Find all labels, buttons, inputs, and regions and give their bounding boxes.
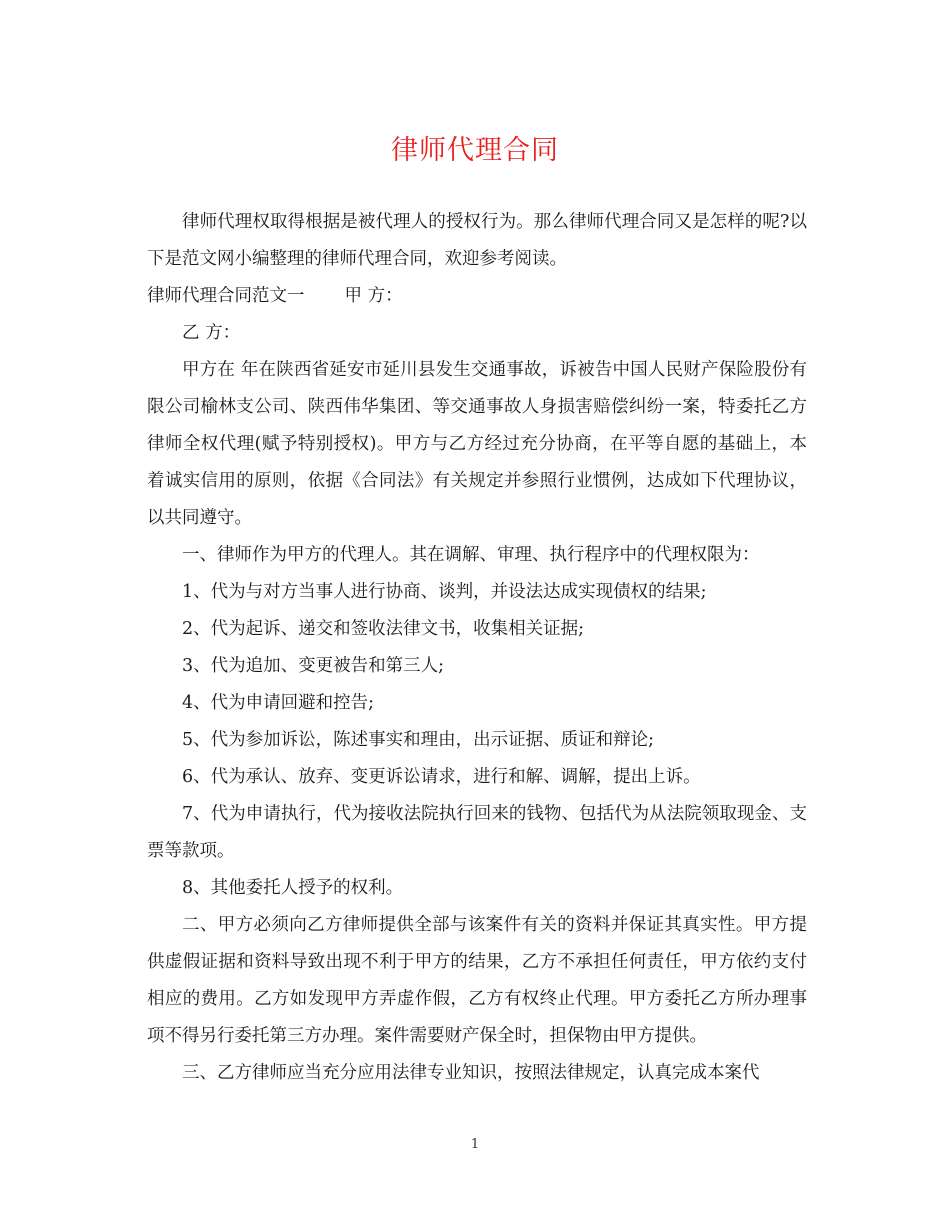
paragraph: 二、甲方必须向乙方律师提供全部与该案件有关的资料并保证其真实性。甲方提供虚假证据和资料导致出现不利于甲方的结果，乙方不承担任何责任，甲方依约支付相应的费用。乙方如发现甲方弄虚作假，乙方有权终止代理。甲方委托乙方所办理事项不得另行委托第三方办理。案件需要财产保全时，担保物由甲方提供。 xyxy=(147,915,807,1046)
section-heading-line xyxy=(147,278,807,315)
paragraph: 三、乙方律师应当充分应用法律专业知识，按照法律规定，认真完成本案代 xyxy=(182,1063,760,1083)
list-item: 2、代为起诉、递交和签收法律文书，收集相关证据; xyxy=(182,619,585,639)
list-item: 6、代为承认、放弃、变更诉讼请求，进行和解、调解，提出上诉。 xyxy=(182,767,701,787)
list-item: 1、代为与对方当事人进行协商、谈判，并设法达成实现债权的结果; xyxy=(182,582,707,602)
section-heading: 律师代理合同范文一 xyxy=(147,286,305,306)
document-body xyxy=(147,204,807,1092)
intro-paragraph: 律师代理权取得根据是被代理人的授权行为。那么律师代理合同又是怎样的呢?以下是范文网小编整理的律师代理合同，欢迎参考阅读。 xyxy=(147,212,807,269)
list-item: 3、代为追加、变更被告和第三人; xyxy=(182,656,445,676)
paragraph: 一、律师作为甲方的代理人。其在调解、审理、执行程序中的代理权限为： xyxy=(182,545,760,565)
list-item: 7、代为申请执行，代为接收法院执行回来的钱物、包括代为从法院领取现金、支票等款项。 xyxy=(147,804,807,861)
paragraph: 甲方在 年在陕西省延安市延川县发生交通事故，诉被告中国人民财产保险股份有限公司榆林支公司、陕西伟华集团、等交通事故人身损害赔偿纠纷一案，特委托乙方律师全权代理(赋予特别授权)。甲方与乙方经过充分协商，在平等自愿的基础上，本着诚实信用的原则，依据《合同法》有关规定并参照行业惯例，达成如下代理协议，以共同遵守。 xyxy=(147,360,807,528)
list-item: 4、代为申请回避和控告; xyxy=(182,693,375,713)
page-number: 1 xyxy=(470,1137,480,1152)
party-a-label: 甲 方： xyxy=(344,286,403,306)
document-title: 律师代理合同 xyxy=(391,135,559,166)
party-b-label: 乙 方： xyxy=(182,323,241,343)
list-item: 8、其他委托人授予的权利。 xyxy=(182,878,404,898)
list-item: 5、代为参加诉讼，陈述事实和理由，出示证据、质证和辩论; xyxy=(182,730,655,750)
